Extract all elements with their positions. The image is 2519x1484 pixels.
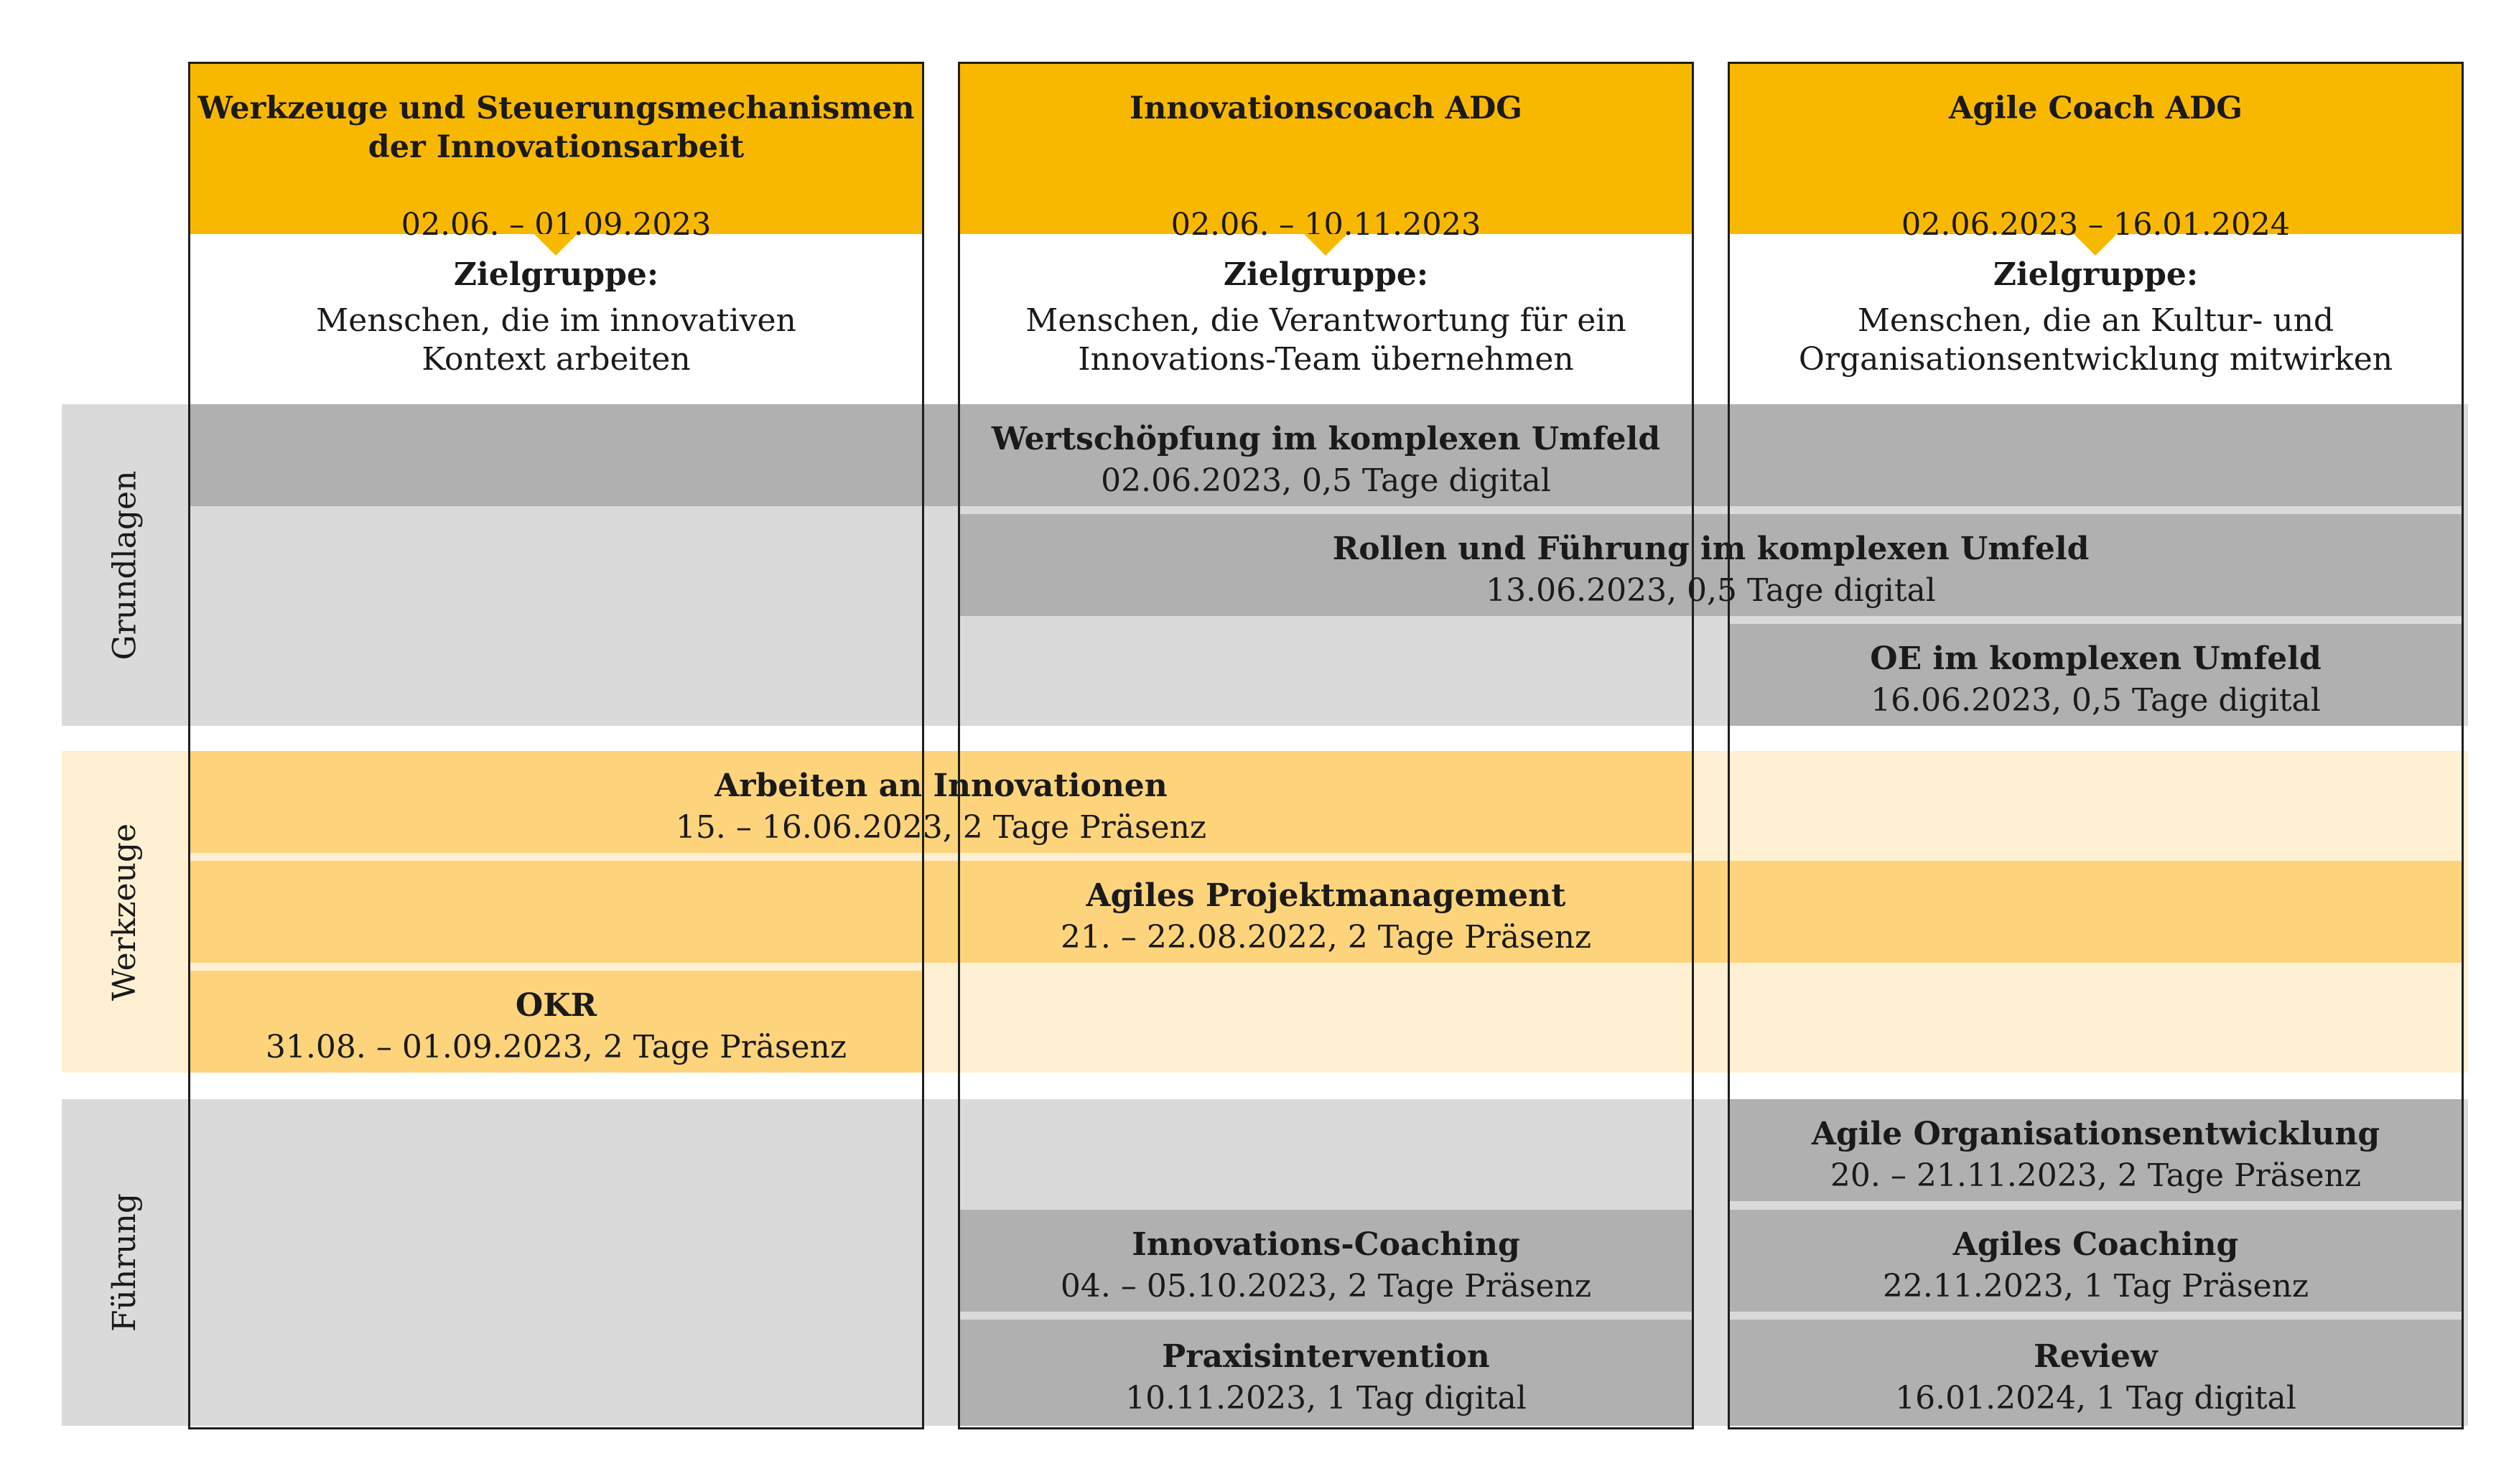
- module-organisationsentwicklung-detail: 20. – 21.11.2023, 2 Tage Präsenz: [1830, 1157, 2362, 1194]
- module-innovationscoaching-detail: 04. – 05.10.2023, 2 Tage Präsenz: [1060, 1268, 1592, 1305]
- column-2-date: 02.06. – 10.11.2023: [1170, 207, 1481, 243]
- module-agilescoaching-detail: 22.11.2023, 1 Tag Präsenz: [1882, 1268, 2309, 1305]
- column-3-frame: [1728, 62, 2464, 1429]
- column-2-target-line2: Innovations-Team übernehmen: [1078, 341, 1574, 378]
- module-review-detail: 16.01.2024, 1 Tag digital: [1895, 1380, 2296, 1417]
- column-1-title-line2: der Innovationsarbeit: [368, 129, 745, 165]
- module-projektmanagement-detail: 21. – 22.08.2022, 2 Tage Präsenz: [1060, 919, 1592, 956]
- band-label-fuehrung-text: Führung: [106, 1193, 144, 1333]
- module-review-title: Review: [2034, 1338, 2158, 1375]
- module-rollen-title: Rollen und Führung im komplexen Umfeld: [1332, 531, 2090, 567]
- module-rollen-detail: 13.06.2023, 0,5 Tage digital: [1486, 572, 1936, 609]
- column-2-frame: [958, 62, 1694, 1429]
- band-label-werkzeuge-text: Werkzeuge: [106, 823, 144, 1001]
- column-2-target-label: Zielgruppe:: [1223, 256, 1429, 293]
- module-innovationen-detail: 15. – 16.06.2023, 2 Tage Präsenz: [675, 809, 1207, 846]
- band-label-werkzeuge: [62, 751, 188, 1073]
- module-praxisintervention-detail: 10.11.2023, 1 Tag digital: [1125, 1380, 1527, 1417]
- module-wertschoepfung-detail: 02.06.2023, 0,5 Tage digital: [1101, 462, 1551, 499]
- band-label-grundlagen-text: Grundlagen: [106, 470, 144, 660]
- module-organisationsentwicklung-title: Agile Organisationsentwicklung: [1811, 1116, 2380, 1152]
- module-agilescoaching-title: Agiles Coaching: [1952, 1226, 2239, 1263]
- module-okr-title: OKR: [515, 987, 597, 1024]
- column-3-target-line2: Organisationsentwicklung mitwirken: [1798, 341, 2393, 378]
- module-projektmanagement-title: Agiles Projektmanagement: [1086, 877, 1566, 914]
- column-3-date: 02.06.2023 – 16.01.2024: [1901, 207, 2291, 243]
- column-1-title-line1: Werkzeuge und Steuerungsmechanismen: [197, 90, 915, 126]
- column-1-frame: [188, 62, 924, 1429]
- band-label-grundlagen: [62, 404, 188, 726]
- column-2-target-line1: Menschen, die Verantwortung für ein: [1025, 302, 1626, 339]
- column-1-target-line2: Kontext arbeiten: [422, 341, 691, 378]
- column-1-target-label: Zielgruppe:: [453, 256, 659, 293]
- band-label-fuehrung: [62, 1099, 188, 1426]
- module-okr-detail: 31.08. – 01.09.2023, 2 Tage Präsenz: [265, 1029, 847, 1065]
- module-oe-detail: 16.06.2023, 0,5 Tage digital: [1871, 682, 2321, 719]
- column-1-target-line1: Menschen, die im innovativen: [316, 302, 796, 339]
- module-innovationen-title: Arbeiten an Innovationen: [714, 767, 1168, 804]
- column-2-title: Innovationscoach ADG: [1129, 90, 1523, 126]
- module-oe-title: OE im komplexen Umfeld: [1870, 640, 2322, 677]
- module-innovationscoaching-title: Innovations-Coaching: [1132, 1226, 1520, 1263]
- column-3-target-line1: Menschen, die an Kultur- und: [1857, 302, 2334, 339]
- module-praxisintervention-title: Praxisintervention: [1162, 1338, 1490, 1375]
- column-1-date: 02.06. – 01.09.2023: [401, 207, 712, 243]
- column-3-title: Agile Coach ADG: [1949, 90, 2243, 126]
- module-wertschoepfung-title: Wertschöpfung im komplexen Umfeld: [991, 421, 1661, 457]
- column-3-target-label: Zielgruppe:: [1993, 256, 2199, 293]
